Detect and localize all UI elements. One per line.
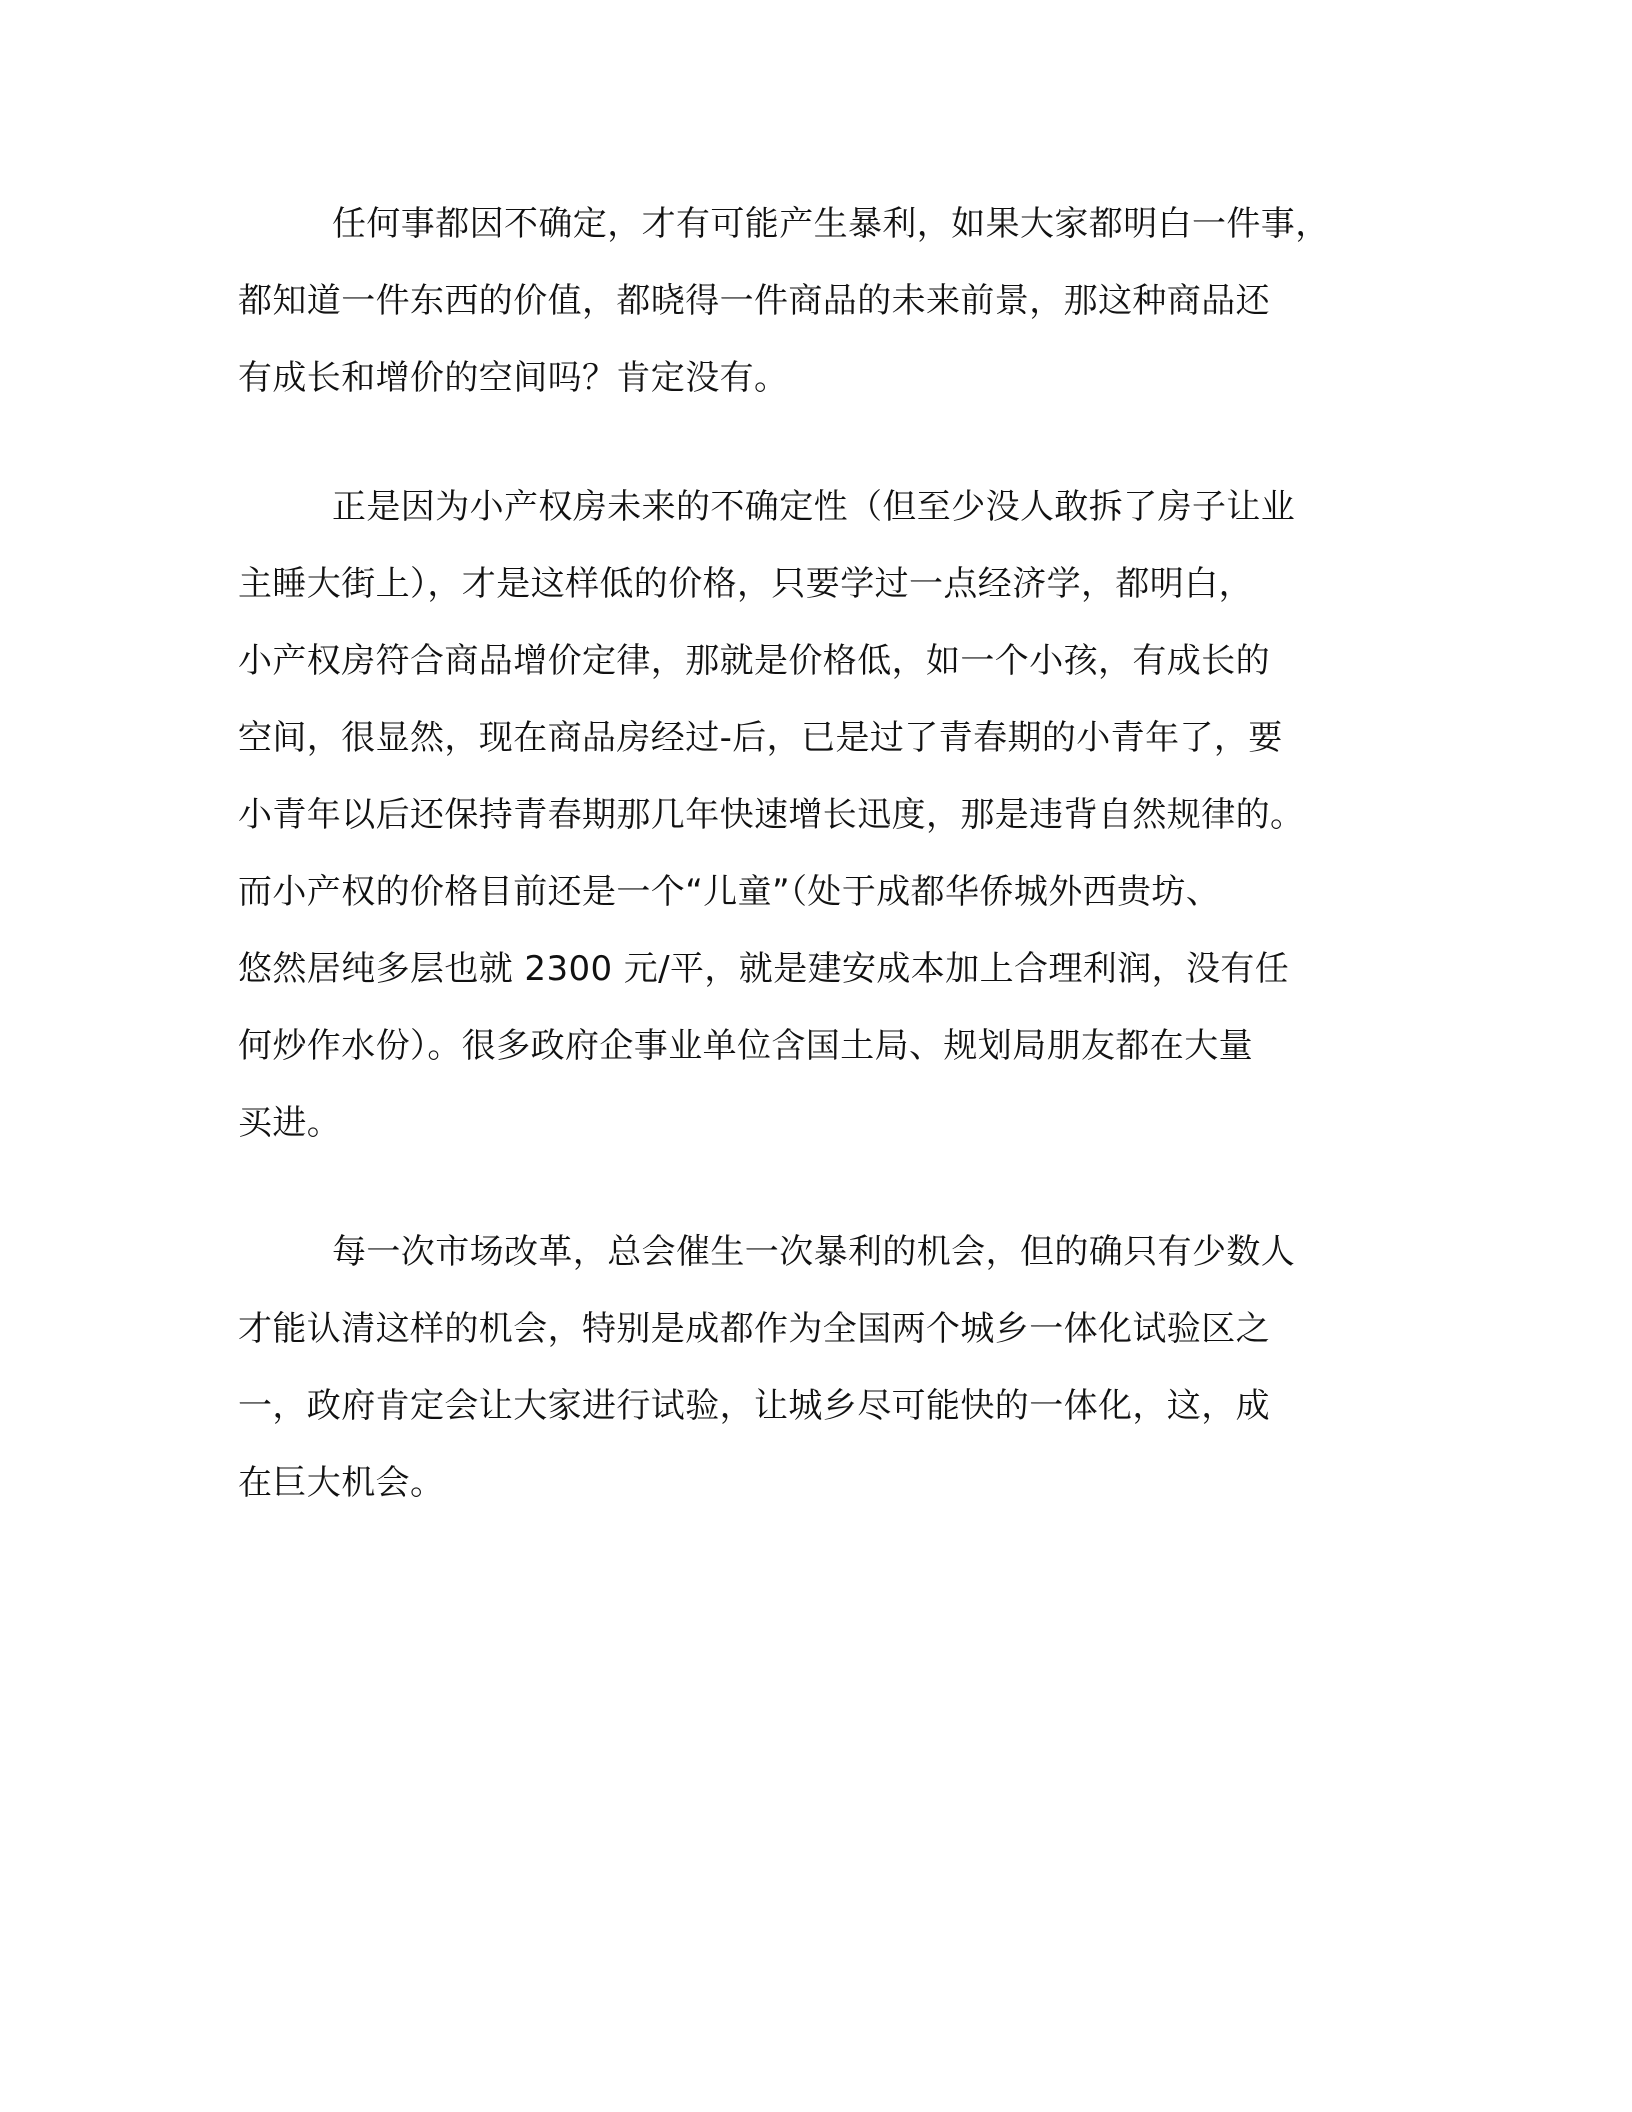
paragraph-line: 主睡大街上），才是这样低的价格，只要学过一点经济学，都明白， [238, 564, 1253, 604]
paragraph-line: 小青年以后还保持青春期那几年快速增长迅度，那是违背自然规律的。 [238, 795, 1305, 835]
paragraph-line: 都知道一件东西的价值，都晓得一件商品的未来前景，那这种商品还 [238, 281, 1270, 321]
paragraph-line: 买进。 [238, 1103, 342, 1143]
paragraph-line: 才能认清这样的机会，特别是成都作为全国两个城乡一体化试验区之 [238, 1309, 1270, 1349]
paragraph-line: 悠然居纯多层也就 2300 元/平，就是建安成本加上合理利润，没有任 [238, 949, 1290, 989]
paragraph-line: 正是因为小产权房未来的不确定性（但至少没人敢拆了房子让业 [332, 487, 1296, 527]
paragraph-line: 何炒作水份）。很多政府企事业单位含国土局、规划局朋友都在大量 [238, 1026, 1253, 1066]
paragraph-line: 在巨大机会。 [238, 1463, 445, 1503]
paragraph-line: 一，政府肯定会让大家进行试验，让城乡尽可能快的一体化，这，成 [238, 1386, 1270, 1426]
paragraph-line: 而小产权的价格目前还是一个“儿童”（处于成都华侨城外西贵坊、 [238, 872, 1221, 912]
paragraph-line: 小产权房符合商品增价定律，那就是价格低，如一个小孩，有成长的 [238, 641, 1270, 681]
paragraph-3 [238, 1214, 1408, 1522]
paragraph-2 [238, 469, 1408, 1162]
paragraph-line: 每一次市场改革，总会催生一次暴利的机会，但的确只有少数人 [332, 1232, 1296, 1272]
paragraph-line: 任何事都因不确定，才有可能产生暴利，如果大家都明白一件事， [332, 204, 1330, 244]
paragraph-line: 有成长和增价的空间吗？肯定没有。 [238, 358, 789, 398]
document-body [238, 186, 1408, 1574]
paragraph-1 [238, 186, 1408, 417]
paragraph-line: 空间，很显然，现在商品房经过-后，已是过了青春期的小青年了，要 [238, 718, 1283, 758]
